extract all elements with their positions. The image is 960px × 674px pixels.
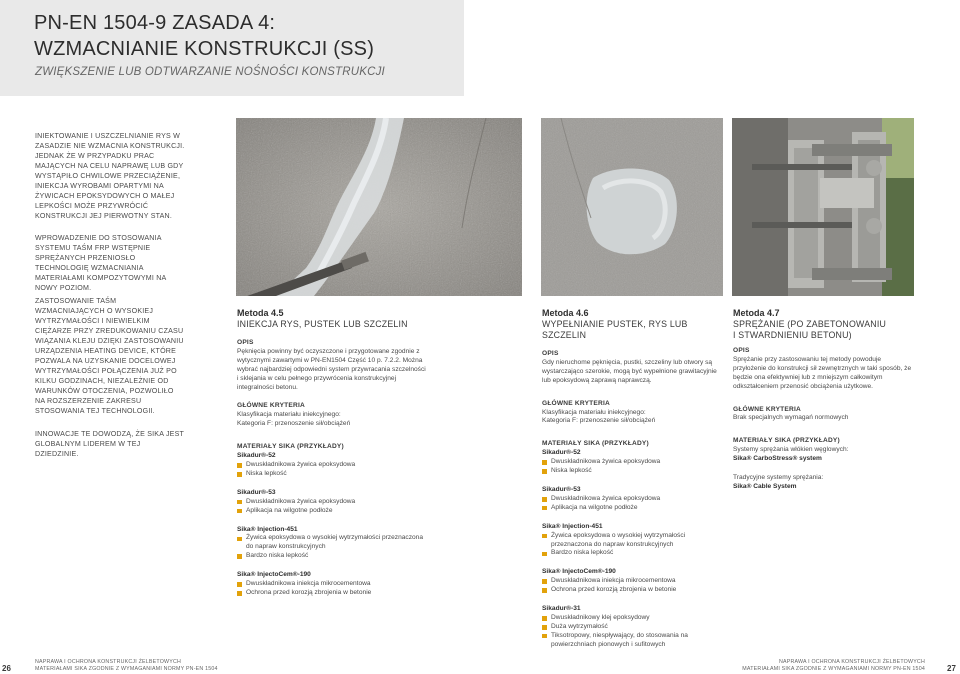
opis-text: Pęknięcia powinny być oczyszczone i przygotowane zgodnie z wytycznymi zawartymi w PN-EN1504 Część 10 p. 7.2.2. Można wybrać najbardziej odpowiedni system przywracania szczelności i sklejania w celu pełnego przywrócenia konstrukcyjnej integralności betonu. bbox=[237, 347, 426, 391]
kryteria-line: Kategoria F: przenoszenie sił/obciążeń bbox=[237, 420, 351, 428]
page-title-line2: WZMACNIANIE KONSTRUKCJI (SS) bbox=[34, 38, 375, 60]
method-title bbox=[733, 319, 913, 341]
method-number: Metoda 4.6 bbox=[542, 308, 589, 318]
list-item: Bardzo niska lepkość bbox=[237, 552, 427, 561]
product-name: Sika® InjectoCem®-190 bbox=[542, 568, 616, 576]
product-features bbox=[237, 580, 427, 598]
product-features bbox=[237, 461, 427, 479]
materialy-label: MATERIAŁY SIKA (PRZYKŁADY) bbox=[733, 437, 840, 445]
list-item: Bardzo niska lepkość bbox=[542, 549, 724, 558]
method-number: Metoda 4.5 bbox=[237, 308, 284, 318]
footer-right bbox=[742, 659, 925, 673]
list-item: Dwuskładnikowa żywica epoksydowa bbox=[542, 458, 724, 467]
page-title-line1: PN-EN 1504-9 ZASADA 4: bbox=[34, 12, 276, 34]
product-name: Sika® Injection-451 bbox=[542, 522, 603, 530]
list-item: Aplikacja na wilgotne podłoże bbox=[237, 507, 427, 516]
footer-line: MATERIAŁAMI SIKA ZGODNIE Z WYMAGANIAMI NORMY PN-EN 1504 bbox=[742, 666, 925, 673]
list-item: Dwuskładnikowa żywica epoksydowa bbox=[237, 498, 427, 507]
intro-paragraph-2: WPROWADZENIE DO STOSOWANIA SYSTEMU TAŚM FRP WSTĘPNIE SPRĘŻANYCH PRZENIOSŁO TECHNOLOGIĘ WZMACNIANIA MATERIAŁAMI KOMPOZYTOWYMI NA NOWY POZIOM. bbox=[35, 234, 167, 292]
method-4-6 bbox=[542, 308, 724, 650]
list-item: Tiksotropowy, niespływający, do stosowania na powierzchniach pionowych i sufitowych bbox=[542, 632, 724, 650]
method-number: Metoda 4.7 bbox=[733, 308, 780, 318]
footer-left bbox=[35, 659, 218, 673]
kryteria-label: GŁÓWNE KRYTERIA bbox=[542, 399, 610, 407]
list-item: Dwuskładnikowa żywica epoksydowa bbox=[542, 495, 724, 504]
list-item: Niska lepkość bbox=[237, 470, 427, 479]
materialy-label: MATERIAŁY SIKA (PRZYKŁADY) bbox=[237, 443, 344, 451]
photo-crack-injection bbox=[236, 118, 522, 296]
kryteria-line: Klasyfikacja materiału iniekcyjnego: bbox=[542, 408, 646, 416]
product-name: Sikadur®-53 bbox=[542, 485, 581, 493]
product-name: Sikadur®-52 bbox=[542, 449, 581, 457]
method-title: WYPEŁNIANIE PUSTEK, RYS LUB SZCZELIN bbox=[542, 319, 688, 340]
page-subtitle: ZWIĘKSZENIE LUB ODTWARZANIE NOŚNOŚCI KONSTRUKCJI bbox=[35, 66, 385, 78]
opis-text: Sprężanie przy zastosowaniu tej metody powoduje przyłożenie do konstrukcji sił zewnętrznych w taki sposób, że będzie ona efektywniej lub z mniejszym całkowitym odkształceniem przenosić obciążenia użytkowe. bbox=[733, 355, 912, 390]
product-name: Sikadur®-52 bbox=[237, 452, 276, 460]
footer-line: NAPRAWA I OCHRONA KONSTRUKCJI ŻELBETOWYCH bbox=[778, 659, 925, 665]
system-name: Sika® Cable System bbox=[733, 482, 797, 490]
opis-label: OPIS bbox=[237, 339, 254, 346]
intro-paragraph-3: ZASTOSOWANIE TAŚM WZMACNIAJĄCYCH O WYSOKIEJ WYTRZYMAŁOŚCI I NIEWIELKIM CIĘŻARZE PRZY ZREDUKOWANIU CZASU WIĄZANIA KLEJU DZIĘKI ZASTOSOWANIU URZĄDZENIA HEATING DEVICE, KTÓRE POZWALA NA UZYSKANIE DOCELOWEJ WYTRZYMAŁOŚCI POŁĄCZENIA JUŻ PO KILKU GODZINACH, NIEZALEŻNIE OD WARUNKÓW OTOCZENIA, POZWOLIŁO NA ROZSZERZENIE ZAKRESU STOSOWANIA TEJ TECHNOLOGII. bbox=[35, 297, 184, 415]
list-item: Dwuskładnikowy klej epoksydowy bbox=[542, 614, 724, 623]
product-features bbox=[542, 532, 724, 559]
photo-void-filling bbox=[541, 118, 723, 296]
list-item: Ochrona przed korozją zbrojenia w betonie bbox=[237, 589, 427, 598]
system-description: Systemy sprężania włókien węglowych: bbox=[733, 446, 849, 454]
product-features bbox=[237, 534, 427, 561]
product-features bbox=[542, 495, 724, 513]
list-item: Ochrona przed korozją zbrojenia w betonie bbox=[542, 586, 724, 595]
product-name: Sikadur®-53 bbox=[237, 488, 276, 496]
opis-text: Gdy nieruchome pęknięcia, pustki, szczeliny lub otwory są wystarczająco szerokie, mogą być wypełnione grawitacyjnie lub epoksydową zaprawą naprawczą. bbox=[542, 358, 717, 384]
kryteria-line: Brak specjalnych wymagań normowych bbox=[733, 414, 849, 422]
list-item: Aplikacja na wilgotne podłoże bbox=[542, 504, 724, 513]
list-item: Duża wytrzymałość bbox=[542, 623, 724, 632]
materialy-label: MATERIAŁY SIKA (PRZYKŁADY) bbox=[542, 440, 649, 448]
title-banner bbox=[0, 0, 464, 96]
intro-paragraph-1: INIEKTOWANIE I USZCZELNIANIE RYS W ZASADZIE NIE WZMACNIA KONSTRUKCJI. JEDNAK ŻE W PRZYPADKU PRAC MAJĄCYCH NA CELU NAPRAWĘ LUB GDY WYSTĄPIŁO CHWILOWE PRZECIĄŻENIE, INIEKCJA WYROBAMI OPARTYMI NA ŻYWICACH EPOKSYDOWYCH O MAŁEJ LEPKOŚCI MOŻE PRZYWRÓCIĆ KONSTRUKCJI JEJ PIERWOTNY STAN. bbox=[35, 132, 185, 220]
list-item: Niska lepkość bbox=[542, 467, 724, 476]
list-item: Dwuskładnikowa iniekcja mikrocementowa bbox=[237, 580, 427, 589]
method-4-7 bbox=[733, 308, 913, 492]
product-features bbox=[542, 458, 724, 476]
opis-label: OPIS bbox=[733, 347, 750, 354]
product-name: Sika® Injection-451 bbox=[237, 525, 298, 533]
list-item: Dwuskładnikowa żywica epoksydowa bbox=[237, 461, 427, 470]
footer-line: MATERIAŁAMI SIKA ZGODNIE Z WYMAGANIAMI NORMY PN-EN 1504 bbox=[35, 666, 218, 673]
product-features bbox=[237, 498, 427, 516]
method-title: INIEKCJA RYS, PUSTEK LUB SZCZELIN bbox=[237, 319, 408, 329]
list-item: Żywica epoksydowa o wysokiej wytrzymałości przeznaczona do napraw konstrukcyjnych bbox=[542, 532, 724, 550]
system-name: Sika® CarboStress® system bbox=[733, 455, 822, 463]
kryteria-line: Klasyfikacja materiału iniekcyjnego: bbox=[237, 411, 341, 419]
method-4-5 bbox=[237, 308, 427, 598]
product-features bbox=[542, 577, 724, 595]
page-number-left: 26 bbox=[2, 664, 11, 673]
list-item: Dwuskładnikowa iniekcja mikrocementowa bbox=[542, 577, 724, 586]
method-title-line2: I STWARDNIENIU BETONU) bbox=[733, 330, 852, 340]
product-name: Sika® InjectoCem®-190 bbox=[237, 571, 311, 579]
intro-paragraph-4: INNOWACJE TE DOWODZĄ, ŻE SIKA JEST GLOBALNYM LIDEREM W TEJ DZIEDZINIE. bbox=[35, 430, 184, 458]
kryteria-label: GŁÓWNE KRYTERIA bbox=[733, 405, 801, 413]
list-item: Żywica epoksydowa o wysokiej wytrzymałości przeznaczona do napraw konstrukcyjnych bbox=[237, 534, 427, 552]
page-number-right: 27 bbox=[947, 664, 956, 673]
product-name: Sikadur®-31 bbox=[542, 605, 581, 613]
system-description: Tradycyjne systemy sprężania: bbox=[733, 474, 824, 482]
opis-label: OPIS bbox=[542, 350, 559, 357]
kryteria-label: GŁÓWNE KRYTERIA bbox=[237, 402, 305, 410]
product-features bbox=[542, 614, 724, 650]
footer-line: NAPRAWA I OCHRONA KONSTRUKCJI ŻELBETOWYCH bbox=[35, 659, 182, 665]
photo-prestressing-anchor bbox=[732, 118, 914, 296]
method-title-line1: SPRĘŻANIE (PO ZABETONOWANIU bbox=[733, 319, 887, 329]
kryteria-line: Kategoria F: przenoszenie sił/obciążeń bbox=[542, 417, 656, 425]
